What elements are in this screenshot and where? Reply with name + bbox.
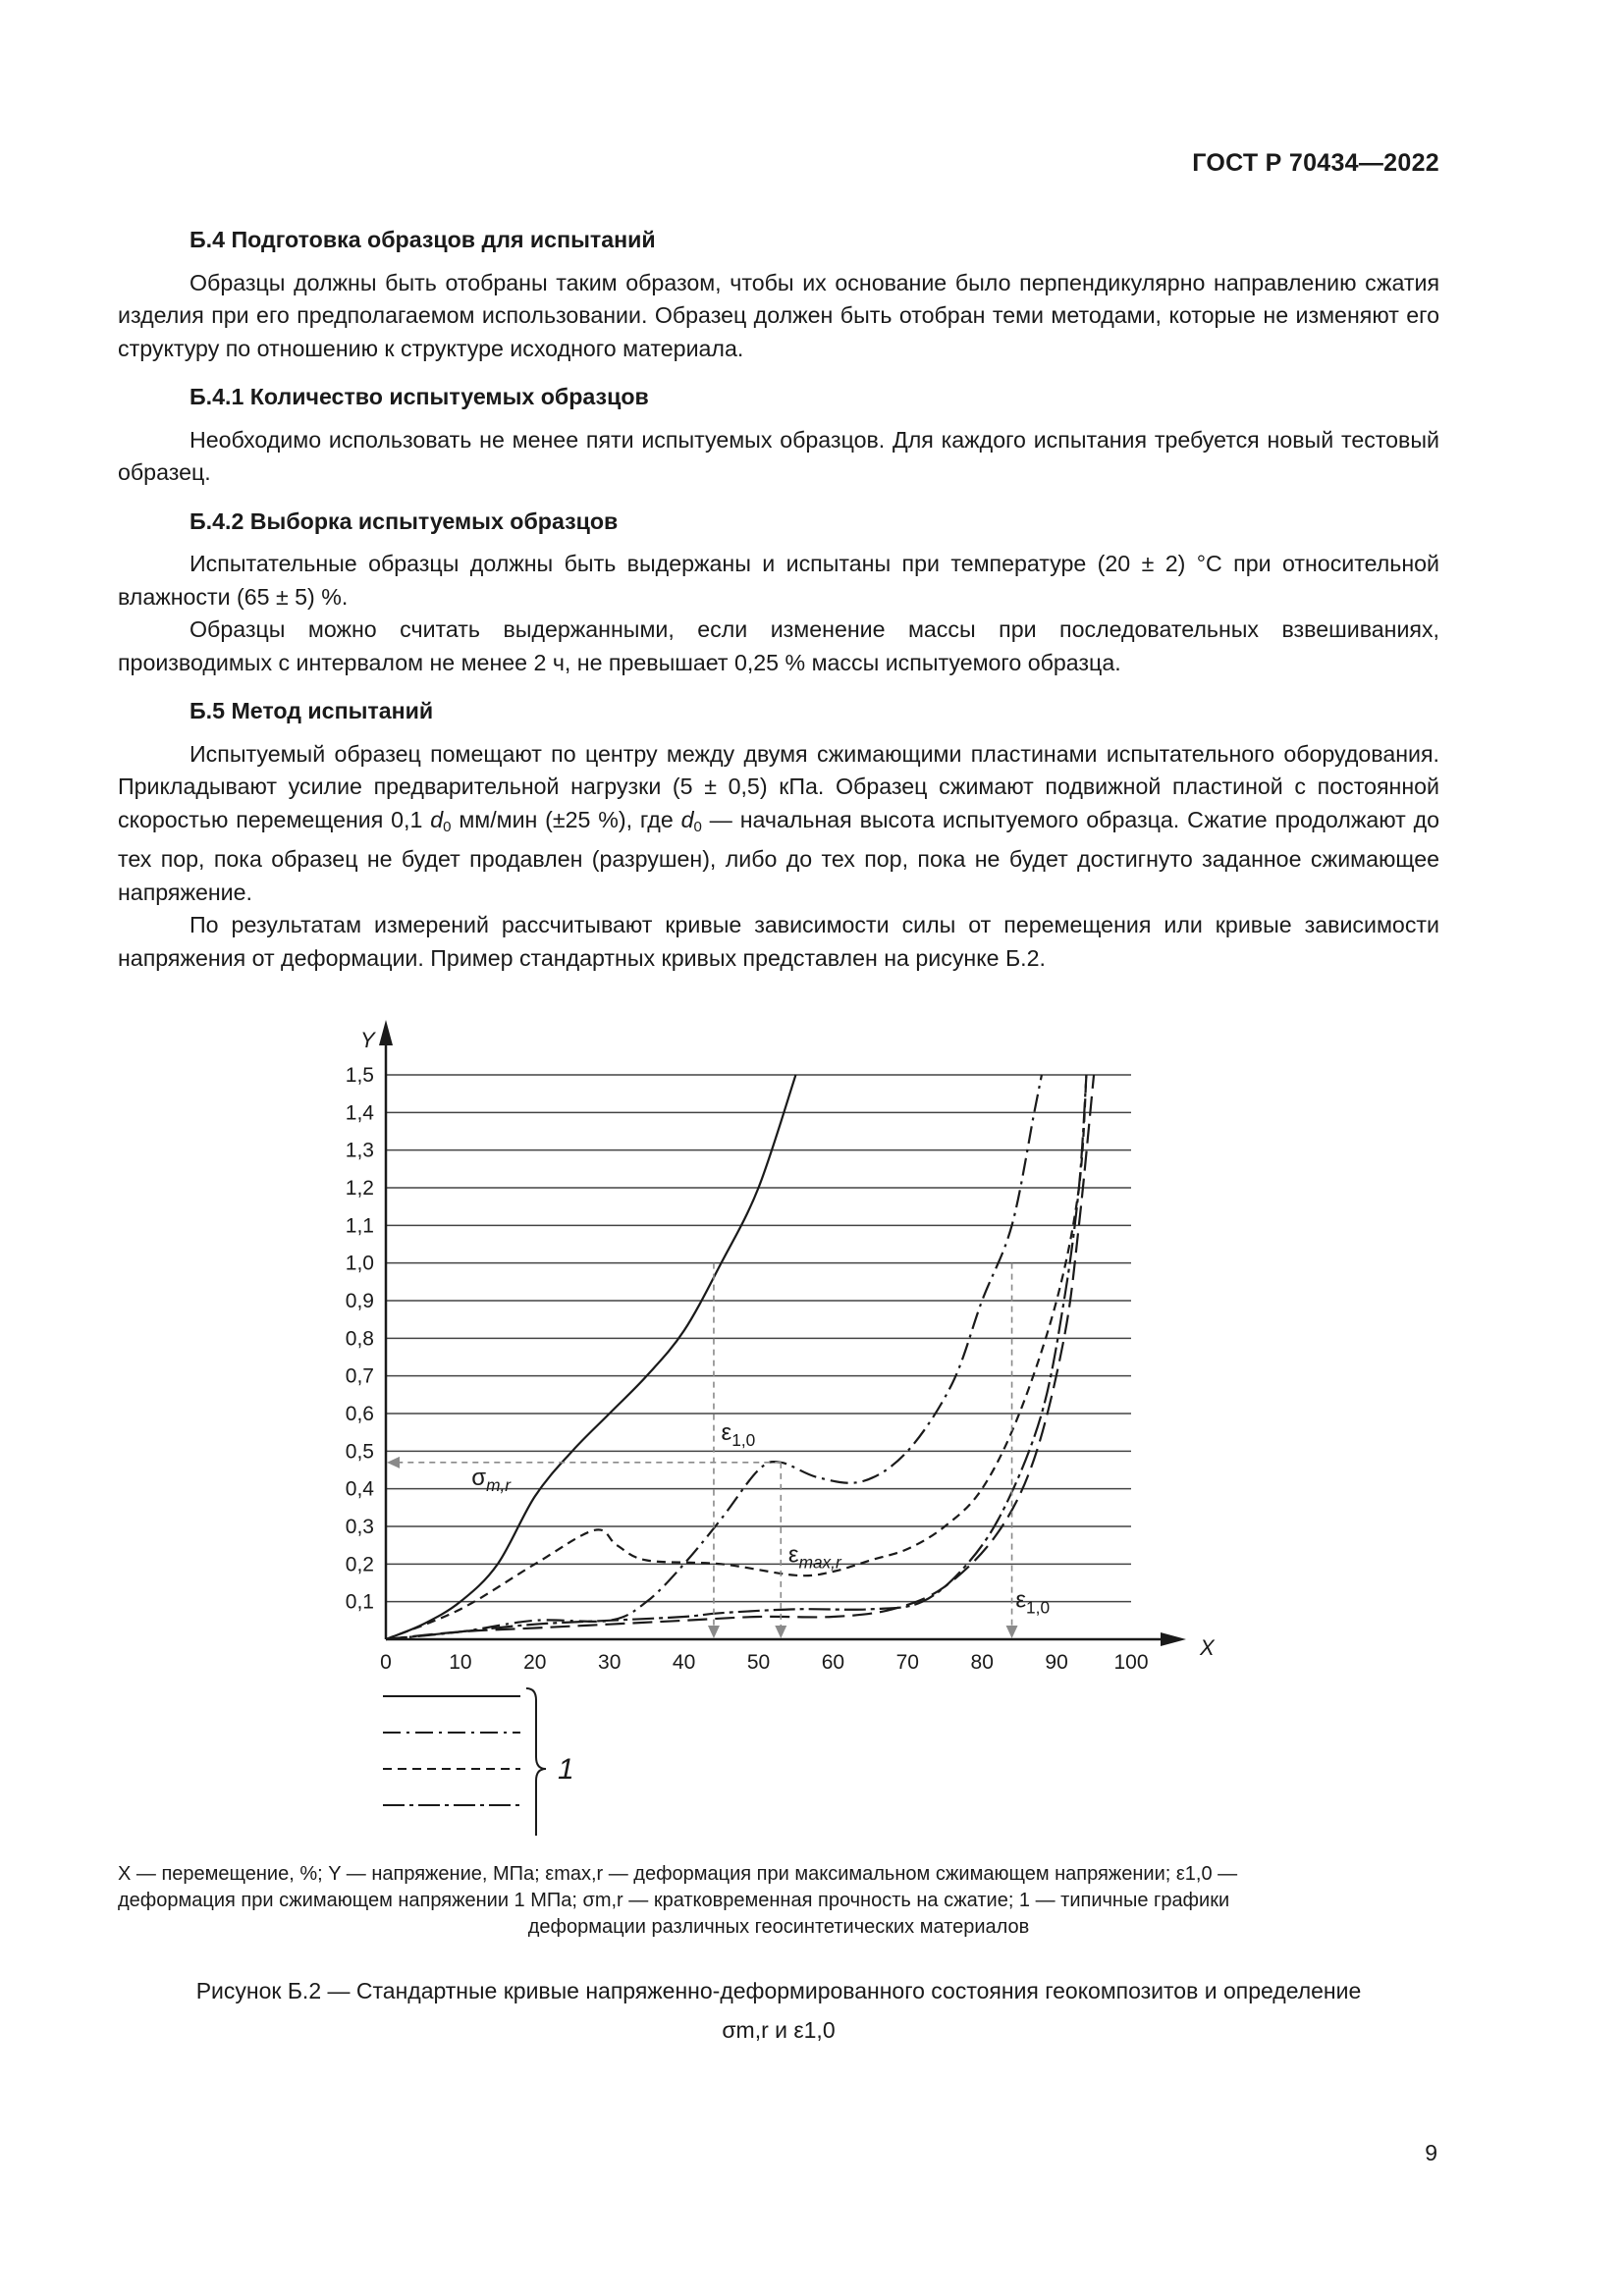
paragraph: Необходимо использовать не менее пяти испытуемых образцов. Для каждого испытания требуется новый тестовый образец. <box>118 426 1439 485</box>
y-tick-label: 0,3 <box>345 1516 374 1538</box>
x-tick-label: 30 <box>598 1651 622 1674</box>
x-axis-label: X <box>1200 1635 1215 1660</box>
x-tick-label: 90 <box>1045 1651 1068 1674</box>
x-tick-label: 70 <box>895 1651 919 1674</box>
y-tick-label: 1,4 <box>345 1101 374 1125</box>
legend-line: деформация при сжимающем напряжении 1 МПа; σm,r — кратковременная прочность на сжатие; 1 — типичные графики <box>118 1890 1230 1911</box>
eps10-label-subscript: 1,0 <box>731 1429 756 1450</box>
y-tick-label: 0,7 <box>345 1364 374 1388</box>
eps-max-marker-arrow <box>775 1626 786 1638</box>
symbol-d: d <box>430 806 444 832</box>
legend-brace <box>526 1688 546 1836</box>
main-text <box>118 224 1439 975</box>
paragraph: Испытательные образцы должны быть выдержаны и испытаны при температуре (20 ± 2) °С при относительной влажности (65 ± 5) %. <box>118 551 1439 610</box>
eps10-label-right-symbol: ε <box>1015 1586 1027 1614</box>
eps10-left-marker-arrow <box>708 1626 720 1638</box>
eps10-right-marker-arrow <box>1006 1626 1018 1638</box>
y-tick-label: 1,5 <box>345 1064 374 1087</box>
x-tick-label: 0 <box>380 1651 392 1674</box>
x-tick-label: 20 <box>523 1651 547 1674</box>
eps-max-label <box>788 1542 842 1573</box>
subscript: 0 <box>443 818 452 835</box>
section-title: Б.4 Подготовка образцов для испытаний <box>189 227 656 252</box>
page-number: 9 <box>1425 2140 1437 2165</box>
curve-solid <box>386 1075 795 1639</box>
sigma-label <box>471 1465 512 1495</box>
sigma-marker-arrow <box>387 1457 400 1468</box>
figure-b2 <box>334 1001 1257 1836</box>
y-tick-label: 1,2 <box>345 1177 374 1200</box>
curve-long-dash <box>386 1075 1094 1639</box>
document-code: ГОСТ Р 70434—2022 <box>1192 149 1439 177</box>
eps-max-label-symbol: ε <box>787 1541 799 1569</box>
section-title: Б.4.2 Выборка испытуемых образцов <box>189 507 619 534</box>
y-tick-label: 0,4 <box>345 1477 374 1501</box>
paragraph-method <box>118 738 1439 910</box>
y-axis-label: Y <box>360 1028 375 1052</box>
legend-group-label: 1 <box>558 1753 574 1786</box>
section-b4-2 <box>118 506 1439 680</box>
figure-legend <box>118 1861 1439 1941</box>
figure-caption <box>118 1971 1439 2050</box>
eps10-label-right-subscript: 1,0 <box>1026 1597 1051 1618</box>
paragraph: По результатам измерений рассчитывают кривые зависимости силы от перемещения или кривые зависимости напряжения от деформации. Пример стандартных кривых представлен на рисунке Б.2. <box>118 912 1439 971</box>
stress-strain-chart <box>334 1001 1257 1836</box>
text-run: Испытуемый образец помещают по центру между двумя сжимающими пластинами испытательного оборудования. Прикладывают усилие предварительной нагрузки (5 ± 0,5) кПа. Образец сжимают подвижной пластиной с постоянной скоростью перемещения 0,1 <box>118 740 1439 832</box>
x-axis-arrow <box>1161 1632 1186 1646</box>
y-axis-arrow <box>379 1020 393 1045</box>
paragraph: Образцы должны быть отобраны таким образом, чтобы их основание было перпендикулярно направлению сжатия изделия при его предполагаемом использовании. Образец должен быть отобран теми методами, которые не изменяют его структуру по отношению к структуре исходного материала. <box>118 269 1439 361</box>
eps10-label-symbol: ε <box>721 1418 732 1446</box>
paragraph: Образцы можно считать выдержанными, если изменение массы при последовательных взвешиваниях, производимых с интервалом не менее 2 ч, не превышает 0,25 % массы испытуемого образца. <box>118 616 1439 675</box>
x-tick-label: 50 <box>746 1651 771 1674</box>
eps10-label <box>722 1419 756 1450</box>
symbol-d: d <box>680 806 694 832</box>
x-tick-label: 10 <box>449 1651 472 1674</box>
section-b4 <box>118 224 1439 365</box>
caption-line: Рисунок Б.2 — Стандартные кривые напряженно-деформированного состояния геокомпозитов и определение <box>195 1978 1362 2003</box>
sigma-label-symbol: σ <box>471 1464 487 1491</box>
eps10-label-right <box>1015 1587 1050 1618</box>
text-run: — начальная высота испытуемого образца. Сжатие продолжают до тех пор, пока образец не будет продавлен (разрушен), либо до тех пор, пока не будет достигнуто заданное сжимающее напряжение. <box>118 806 1439 905</box>
legend-line: деформации различных геосинтетических материалов <box>527 1916 1030 1938</box>
y-tick-label: 1,0 <box>345 1252 374 1275</box>
section-b4-1 <box>118 381 1439 490</box>
y-tick-label: 0,9 <box>345 1290 374 1312</box>
y-tick-label: 0,2 <box>345 1553 374 1576</box>
section-title: Б.5 Метод испытаний <box>189 698 434 723</box>
sigma-label-subscript: m,r <box>486 1474 512 1495</box>
y-tick-label: 0,5 <box>345 1440 374 1464</box>
y-tick-label: 0,6 <box>345 1403 374 1425</box>
y-tick-label: 0,1 <box>345 1590 374 1614</box>
x-tick-label: 80 <box>970 1651 994 1674</box>
x-tick-label: 40 <box>672 1651 696 1674</box>
eps-max-label-subscript: max,r <box>798 1552 841 1573</box>
x-tick-label: 100 <box>1113 1651 1149 1674</box>
section-title: Б.4.1 Количество испытуемых образцов <box>189 384 649 409</box>
legend-line: X — перемещение, %; Y — напряжение, МПа; εmax,r — деформация при максимальном сжимающем напряжении; ε1,0 — <box>118 1863 1238 1885</box>
x-tick-label: 60 <box>821 1651 845 1674</box>
y-tick-label: 1,3 <box>345 1139 374 1162</box>
caption-line: σm,r и ε1,0 <box>722 2017 836 2043</box>
section-b5 <box>118 695 1439 975</box>
y-tick-label: 0,8 <box>345 1327 374 1351</box>
text-run: мм/мин (±25 %), где <box>451 806 681 832</box>
subscript: 0 <box>693 818 702 835</box>
y-tick-label: 1,1 <box>345 1214 374 1238</box>
